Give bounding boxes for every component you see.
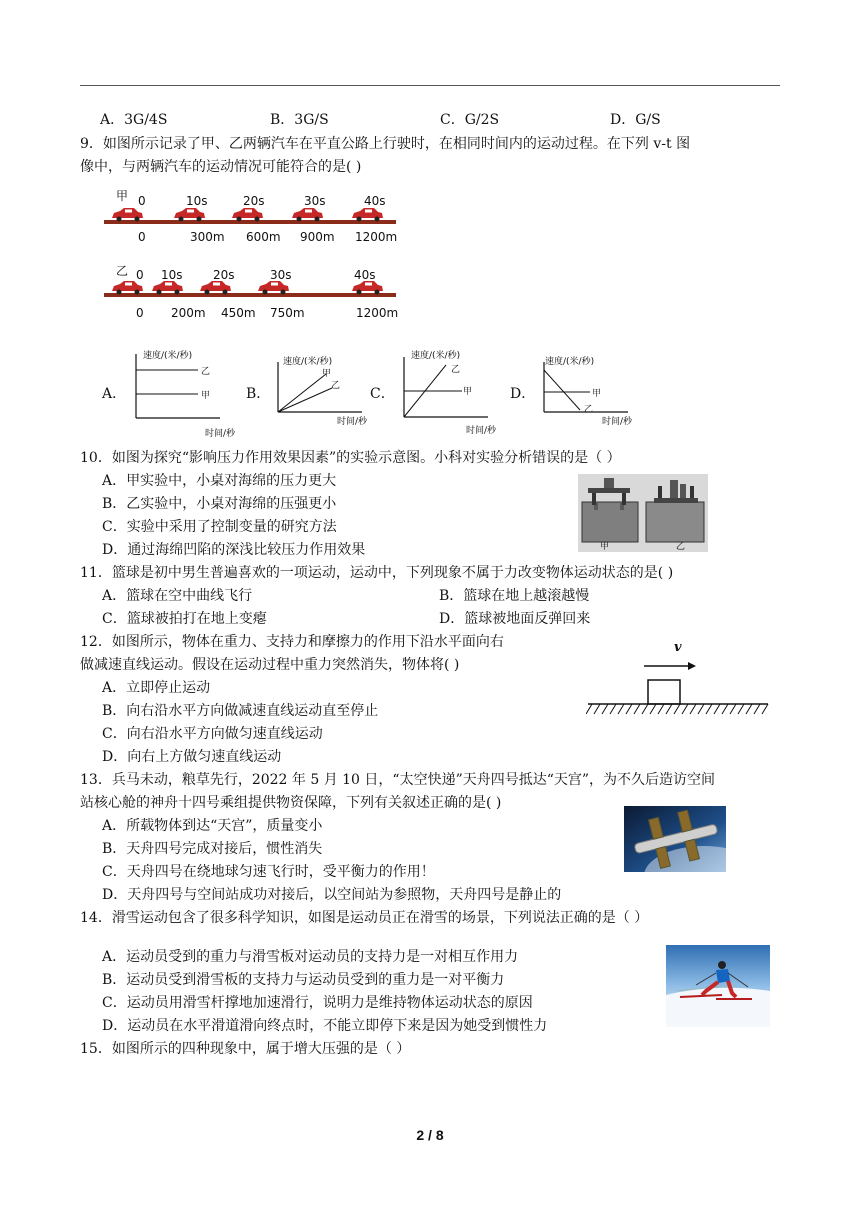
q8-option-c: C．G/2S bbox=[440, 112, 500, 128]
graph-b-letter: B． bbox=[246, 386, 271, 402]
q13-stem-line2: 站核心舱的神舟十四号乘组提供物资保障，下列有关叙述正确的是( ) bbox=[80, 795, 502, 811]
car-jia-2 bbox=[232, 208, 263, 222]
car-jia-label: 甲 bbox=[116, 189, 129, 203]
car-jia-3 bbox=[292, 208, 323, 222]
q14-skier-image bbox=[666, 945, 770, 1027]
graph-c-line-yi: 乙 bbox=[451, 365, 461, 375]
jia-time-2: 20s bbox=[243, 194, 265, 208]
car-jia-4 bbox=[352, 208, 383, 222]
q8-option-b: B．3G/S bbox=[270, 112, 329, 128]
car-yi-4 bbox=[352, 281, 383, 295]
graph-d-letter: D． bbox=[510, 386, 536, 402]
graph-c-line-jia: 甲 bbox=[463, 387, 473, 397]
car-yi-3 bbox=[258, 281, 289, 295]
graph-b-line-yi: 乙 bbox=[331, 381, 341, 391]
q14-option-c: C．运动员用滑雪杆撑地加速滑行，说明力是维持物体运动状态的原因 bbox=[102, 995, 533, 1011]
q13-option-a: A．所载物体到达“天宫”，质量变小 bbox=[102, 818, 323, 834]
q10-option-c: C．实验中采用了控制变量的研究方法 bbox=[102, 519, 337, 535]
q12-option-b: B．向右沿水平方向做减速直线运动直至停止 bbox=[102, 703, 379, 719]
yi-dist-1: 200m bbox=[171, 306, 206, 320]
q12-option-a: A．立即停止运动 bbox=[102, 680, 211, 696]
jia-dist-1: 300m bbox=[190, 230, 225, 244]
q12-option-c: C．向右沿水平方向做匀速直线运动 bbox=[102, 726, 323, 742]
q11-option-a: A．篮球在空中曲线飞行 bbox=[102, 588, 253, 604]
yi-time-1: 10s bbox=[161, 268, 183, 282]
graph-d-line-jia: 甲 bbox=[592, 389, 602, 399]
graph-c bbox=[396, 353, 491, 423]
q11-stem: 11．篮球是初中男生普遍喜欢的一项运动，运动中，下列现象不属于力改变物体运动状态的是( ) bbox=[80, 565, 674, 581]
yi-time-4: 40s bbox=[354, 268, 376, 282]
graph-d-ylabel: 速度/(米/秒) bbox=[545, 357, 595, 367]
q10-option-d: D．通过海绵凹陷的深浅比较压力作用效果 bbox=[102, 542, 366, 558]
q12-stem-line2: 做减速直线运动。假设在运动过程中重力突然消失，物体将( ) bbox=[80, 657, 460, 673]
q13-stem-line1: 13．兵马未动，粮草先行，2022 年 5 月 10 日，“太空快递”天舟四号抵达“天宫”，为不久后造访空间 bbox=[80, 772, 716, 788]
q8-option-a: A．3G/4S bbox=[100, 112, 168, 128]
jia-dist-2: 600m bbox=[246, 230, 281, 244]
q11-option-d: D．篮球被地面反弹回来 bbox=[439, 611, 591, 627]
graph-c-letter: C． bbox=[370, 386, 395, 402]
q12-velocity-label: v bbox=[674, 640, 682, 655]
q10-img-label-jia: 甲 bbox=[600, 542, 610, 552]
jia-time-1: 10s bbox=[186, 194, 208, 208]
car-jia-0 bbox=[112, 208, 143, 222]
jia-dist-3: 900m bbox=[300, 230, 335, 244]
yi-dist-4: 1200m bbox=[356, 306, 399, 320]
graph-c-xlabel: 时间/秒 bbox=[466, 426, 497, 436]
yi-time-0: 0 bbox=[136, 268, 144, 282]
yi-time-2: 20s bbox=[213, 268, 235, 282]
graph-b bbox=[270, 360, 365, 420]
yi-dist-3: 750m bbox=[270, 306, 305, 320]
graph-d-xlabel: 时间/秒 bbox=[602, 417, 633, 427]
q12-stem-line1: 12．如图所示，物体在重力、支持力和摩擦力的作用下沿水平面向右 bbox=[80, 634, 504, 650]
yi-dist-0: 0 bbox=[136, 306, 144, 320]
graph-d-line-yi: 乙 bbox=[584, 405, 594, 415]
jia-time-0: 0 bbox=[138, 194, 146, 208]
q10-option-a: A．甲实验中，小桌对海绵的压力更大 bbox=[102, 473, 337, 489]
graph-a-line-jia: 甲 bbox=[201, 391, 211, 401]
graph-b-line-jia: 甲 bbox=[322, 369, 332, 379]
car-jia-1 bbox=[174, 208, 205, 222]
q11-option-c: C．篮球被拍打在地上变瘪 bbox=[102, 611, 267, 627]
q13-option-d: D．天舟四号与空间站成功对接后，以空间站为参照物，天舟四号是静止的 bbox=[102, 887, 562, 903]
q9-stem-line1: 9．如图所示记录了甲、乙两辆汽车在平直公路上行驶时，在相同时间内的运动过程。在下列 v-t 图 bbox=[80, 136, 691, 152]
q10-sponge-experiment-image bbox=[578, 474, 708, 552]
yi-time-3: 30s bbox=[270, 268, 292, 282]
page-number: 2 / 8 bbox=[416, 1127, 444, 1143]
q10-img-label-yi: 乙 bbox=[676, 542, 686, 552]
q13-option-b: B．天舟四号完成对接后，惯性消失 bbox=[102, 841, 323, 857]
q12-block-diagram bbox=[586, 652, 770, 716]
q11-option-b: B．篮球在地上越滚越慢 bbox=[439, 588, 590, 604]
q9-stem-line2: 像中，与两辆汽车的运动情况可能符合的是( ) bbox=[80, 159, 362, 175]
jia-dist-4: 1200m bbox=[355, 230, 398, 244]
header-rule bbox=[80, 85, 780, 86]
jia-dist-0: 0 bbox=[138, 230, 146, 244]
q15-stem: 15．如图所示的四种现象中，属于增大压强的是（ ） bbox=[80, 1041, 411, 1057]
graph-a-line-yi: 乙 bbox=[201, 367, 211, 377]
graph-b-xlabel: 时间/秒 bbox=[337, 417, 368, 427]
graph-a-xlabel: 时间/秒 bbox=[205, 429, 236, 439]
jia-time-3: 30s bbox=[304, 194, 326, 208]
q10-stem: 10．如图为探究“影响压力作用效果因素”的实验示意图。小科对实验分析错误的是（ ） bbox=[80, 450, 621, 466]
q14-stem: 14．滑雪运动包含了很多科学知识，如图是运动员正在滑雪的场景，下列说法正确的是（ ） bbox=[80, 910, 649, 926]
q14-option-d: D．运动员在水平滑道滑向终点时，不能立即停下来是因为她受到惯性力 bbox=[102, 1018, 548, 1034]
car-yi-2 bbox=[200, 281, 231, 295]
q14-option-a: A．运动员受到的重力与滑雪板对运动员的支持力是一对相互作用力 bbox=[102, 949, 519, 965]
car-yi-label: 乙 bbox=[116, 264, 129, 278]
q8-option-d: D．G/S bbox=[610, 112, 661, 128]
graph-b-ylabel: 速度/(米/秒) bbox=[283, 357, 333, 367]
yi-dist-2: 450m bbox=[221, 306, 256, 320]
jia-time-4: 40s bbox=[364, 194, 386, 208]
graph-c-ylabel: 速度/(米/秒) bbox=[411, 351, 461, 361]
car-yi-1 bbox=[152, 281, 183, 295]
q14-option-b: B．运动员受到滑雪板的支持力与运动员受到的重力是一对平衡力 bbox=[102, 972, 505, 988]
graph-a-ylabel: 速度/(米/秒) bbox=[143, 351, 193, 361]
car-yi-0 bbox=[112, 281, 143, 295]
graph-a-letter: A． bbox=[102, 386, 127, 402]
q13-space-station-image bbox=[624, 806, 726, 872]
q12-option-d: D．向右上方做匀速直线运动 bbox=[102, 749, 282, 765]
q13-option-c: C．天舟四号在绕地球匀速飞行时，受平衡力的作用！ bbox=[102, 864, 435, 880]
q10-option-b: B．乙实验中，小桌对海绵的压强更小 bbox=[102, 496, 337, 512]
